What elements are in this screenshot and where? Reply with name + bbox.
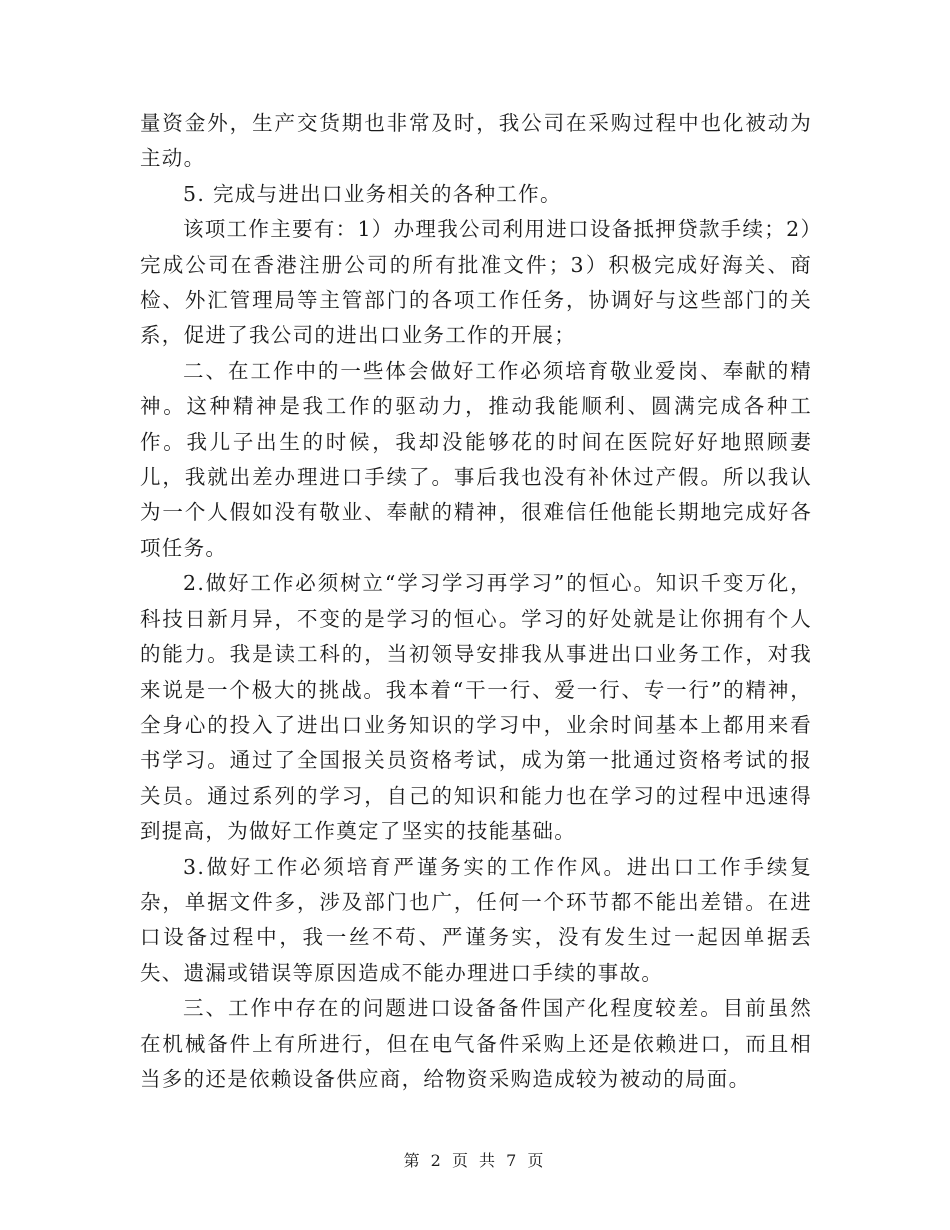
page-number: 第 2 页 共 7 页	[403, 1151, 547, 1170]
paragraph: 3.做好工作必须培育严谨务实的工作作风。进出口工作手续复杂，单据文件多，涉及部门也广，任何一个环节都不能出差错。在进口设备过程中，我一丝不苟、严谨务实，没有发生过一起因单据丢失、遗漏或错误等原因造成不能办理进口手续的事故。	[140, 854, 812, 985]
paragraph: 量资金外，生产交货期也非常及时，我公司在采购过程中也化被动为主动。	[140, 111, 812, 171]
paragraph: 三、工作中存在的问题进口设备备件国产化程度较差。目前虽然在机械备件上有所进行，但在电气备件采购上还是依赖进口，而且相当多的还是依赖设备供应商，给物资采购造成较为被动的局面。	[140, 996, 812, 1091]
document-body	[140, 106, 812, 1097]
page-footer	[0, 1148, 950, 1171]
paragraph: 2.做好工作必须树立“学习学习再学习”的恒心。知识千变万化，科技日新月异，不变的是学习的恒心。学习的好处就是让你拥有个人的能力。我是读工科的，当初领导安排我从事进出口业务工作，对我来说是一个极大的挑战。我本着“干一行、爱一行、专一行”的精神，全身心的投入了进出口业务知识的学习中，业余时间基本上都用来看书学习。通过了全国报关员资格考试，成为第一批通过资格考试的报关员。通过系列的学习，自己的知识和能力也在学习的过程中迅速得到提高，为做好工作奠定了坚实的技能基础。	[140, 571, 812, 844]
paragraph: 二、在工作中的一些体会做好工作必须培育敬业爱岗、奉献的精神。这种精神是我工作的驱动力，推动我能顺利、圆满完成各种工作。我儿子出生的时候，我却没能够花的时间在医院好好地照顾妻儿，我就出差办理进口手续了。事后我也没有补休过产假。所以我认为一个人假如没有敬业、奉献的精神，很难信任他能长期地完成好各项任务。	[140, 358, 812, 560]
paragraph: 该项工作主要有：1）办理我公司利用进口设备抵押贷款手续；2）完成公司在香港注册公司的所有批准文件；3）积极完成好海关、商检、外汇管理局等主管部门的各项工作任务，协调好与这些部门的关系，促进了我公司的进出口业务工作的开展；	[140, 217, 812, 348]
paragraph: 5. 完成与进出口业务相关的各种工作。	[183, 181, 562, 206]
